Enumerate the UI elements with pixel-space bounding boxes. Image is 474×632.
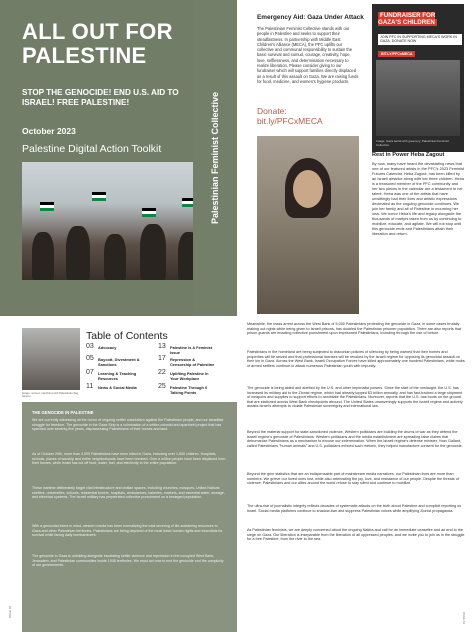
- rest-in-power-heading: Rest in Power Heba Zagout: [372, 152, 445, 158]
- emergency-heading: Emergency Aid: Gaza Under Attack: [257, 14, 364, 21]
- vertical-title-strip: [193, 0, 237, 316]
- body-paragraph: Beyond the grim statistics that are an indispensable part of mainstream media narratives, our Palestinian lives are more than numbers. We grieve our loved ones lost, while also celebrating the joy, love, and resistance of our people. Despite the threats of violence, Palestinians and our allies around the world refuse to stay silent and continue to mobilize.: [247, 472, 459, 486]
- toc-item-label: Palestine is A Feminist Issue: [170, 345, 213, 355]
- cover-title: ALL OUT FOR PALESTINE: [22, 19, 173, 68]
- rest-in-power-body: By now, many have heard the devastating news that one of our featured artists in the PFC's 2023 Feminist Futures Calendar, Heba Zagout, has been killed by an Israeli airstrike along with her three children. Heba is a treasured member of the PFC community and her two pieces in the calendar are a testament to her talent. Heba was one of the artists that have unwittingly had their lives and artistic expressions decimated as the ongoing genocide continues. We join her family and all of Palestine in mourning her loss. We honor Heba's life and legacy alongside the thousands of martyrs taken from us by continuing to mobilize, educate, and agitate. We will not stop until this genocide ends and Palestinians attain their liberation and return.: [372, 161, 465, 236]
- toc-item-label: News & Social Media: [98, 385, 137, 390]
- protester-figure: [104, 234, 126, 280]
- body-paragraph: Meanwhile, the mass arrest across the West Bank of 5,000 Palestinians protesting the genocide in Gaza, in some cases brutally making out rights while being given to Israeli prisons, has doubled the Palestinian prisoner population. There are also reports that prison guards are enacting collective punishment upon imprisoned Palestinians, including through the use of torture.: [247, 322, 462, 336]
- page-number: PAGE 03: [461, 611, 466, 625]
- body-paragraph: The ultra-rise of journalistic integrity reflects decades of systematic attacks on the truth about Palestine and complicit reporting on Israel. Social media platforms continue to shadow-ban and suppress Palestinian voices while amplifying Zionist propaganda.: [247, 504, 462, 513]
- body-paragraph: The genocide is being aided and abetted by the U.S. and other imperialist powers. Since the start of the onslaught, the U.S. has increased its military aid to the Zionist regime, which had already topped $3 billion annually, and has fast-tracked a large shipment of weapons and supplies to support efforts to annihilate the Palestinians. Moreover, reports that the U.S. has boots on the ground that are stationed across West Bank checkpoints abound. The United States unwaveringly supports the Israeli regime and actively assists Israel's attempts to violate Palestinian sovereignty and international law.: [247, 386, 463, 409]
- continued-text-page: [237, 316, 474, 632]
- portrait-face: [293, 170, 323, 208]
- fundraiser-link[interactable]: BIT.LY/PFCxMECA: [378, 51, 415, 57]
- donate-label: Donate:: [257, 106, 287, 116]
- palestine-flag-icon: [40, 202, 54, 211]
- genocide-paragraph: We are currently witnessing all the horror of ongoing settler colonialism against the Palestinian people, and our steadfast struggle for freedom. The genocide in the Gaza Strip is a culmination of a settler-colonial and apartheid project that has spanned over seventy-five years, dispossessing Palestinians of their homes and land.: [32, 418, 224, 431]
- donate-block: [257, 106, 323, 126]
- body-paragraph: As Palestinian feminists, we are deeply concerned about the ongoing Nakba and call for an immediate ceasefire and an end to the siege on Gaza. Our liberation is inseparable from the liberation of all oppressed peoples, and we invite you to join us in the struggle for a free Palestine, from the river to the sea.: [247, 528, 465, 542]
- donate-link[interactable]: bit.ly/PFCxMECA: [257, 116, 323, 126]
- toc-heading: Table of Contents: [86, 330, 168, 342]
- toc-item-label: Uplifting Palestine In Your Workplace: [170, 371, 209, 381]
- cover-slogan: STOP THE GENOCIDE! END U.S. AID TO ISRAEL! FREE PALESTINE!: [22, 88, 179, 107]
- cover-date: October 2023: [22, 126, 76, 136]
- toc-item-label: Learning & Teaching Resources: [98, 371, 137, 381]
- gaza-photo: [376, 60, 460, 136]
- toc-item-label: Boycott, Divestment & Sanctions: [98, 357, 140, 367]
- cover-toolkit-title: Palestine Digital Action Toolkit: [22, 143, 162, 155]
- body-paragraph: Palestinians in the homeland are being subjected to draconian policies of silencing by being warned that their homes and properties will be seized and that professional licenses will be revoked by the Israeli regime for opposing its genocidal assault on their kin in Gaza. Across the West Bank, Israeli Occupation Forces have killed approximately one hundred Palestinians, while mobs of armed settlers continue to attack numerous Palestinian youth with impunity.: [247, 350, 465, 368]
- body-paragraph: Beyond the material support for state-sanctioned violence, Western politicians are building the drums of war as they defend the Israeli regime's genocide of Palestinians. Western politicians and the media establishment are spreading false claims that dehumanize Palestinians as a mechanism to excuse our extermination. When the Israeli regime's defense minister, Yoav Gallant, called Palestinians "human animals" and U.S. politicians echoed such rhetoric, they helped manufacture consent for the genocide.: [247, 430, 463, 448]
- vertical-title: Palestinian Feminist Collective: [210, 91, 220, 225]
- emergency-aid-page: [237, 0, 474, 316]
- emergency-body: The Palestinian Feminist Collective stands with our people in Palestine and seeks to support their steadfastness. In partnership with Middle East Children's Alliance (MECA), the PFC uplifts our collective and communal responsibility to sustain the basic survival and sumud, courage, creativity, hope, love, selflessness, and determination necessary to realize liberation. Please consider giving to our fundraiser which will support families directly displaced as a result of this assault on Gaza. We are raising funds for food, medicine, and women's hygiene products.: [257, 26, 359, 84]
- toc-item-number: 11: [86, 383, 94, 390]
- toc-item-label: Advocacy: [98, 345, 117, 350]
- genocide-heading: THE GENOCIDE IN PALESTINE: [32, 410, 94, 415]
- palestine-flag-icon: [92, 192, 106, 201]
- toc-item-number: 07: [86, 369, 94, 376]
- fundraiser-title: FUNDRAISER FOR GAZA'S CHILDREN: [378, 12, 436, 26]
- protester-figure: [140, 224, 166, 280]
- genocide-paragraph: These wartime deliberately target vital infrastructure and civilian spaces, including churches, mosques, United Nations shelters, universities, schools, residential towers, hospitals, ambulances, bakeries, markets, and essential water, sewage, and electrical systems. The Israeli military has perpetrated collective punishment on a besieged population.: [32, 486, 225, 499]
- heba-zagout-portrait: [257, 136, 359, 314]
- toc-item-number: 05: [86, 355, 94, 362]
- toc-item-number: 13: [158, 343, 166, 350]
- toc-item-label: Repression & Censorship of Palestine: [170, 357, 215, 367]
- fundraiser-poster: [372, 4, 464, 152]
- fundraiser-subtitle: JOIN PFC IN SUPPORTING MECA'S WORK IN GAZA. DONATE NOW: [378, 34, 462, 45]
- genocide-paragraph: The genocide in Gaza is unfolding alongside escalating settler violence and repression in the occupied West Bank, Jerusalem, and Palestinian communities inside 1948 territories. We must act now to end the genocide and the complicity of our governments.: [32, 554, 224, 567]
- toc-item-number: 17: [158, 355, 166, 362]
- table-of-contents-page: [0, 316, 237, 632]
- toc-item-label: Palestine Through 6 Talking Points: [170, 385, 208, 395]
- genocide-paragraph: As of October 20th, more than 4,000 Palestinians have been killed in Gaza, including over 1,500 children. Hospitals, schools, places of worship and entire neighborhoods have been bombed. Over a million people have been displaced from their homes, while Israel has cut off food, water, fuel, and electricity to the entire population.: [32, 452, 226, 465]
- march-photo: [22, 328, 80, 390]
- genocide-section: [22, 402, 237, 632]
- toc-item-number: 03: [86, 343, 94, 350]
- page-number: PAGE 02: [8, 605, 13, 619]
- protester-figure: [32, 232, 54, 280]
- toc-item-number: 22: [158, 369, 166, 376]
- protester-figure: [66, 226, 90, 280]
- fundraiser-caption: Image: Gaza aerial with greenery; Palestinian Feminist Collective: [376, 139, 449, 147]
- genocide-paragraph: With a genocidal intent in mind, western media has been normalizing the total severing of life-sustaining resources to Gaza and other Palestinian territories. Palestinians are being deprived of the most basic human rights and essentials for survival while facing daily bombardment.: [32, 524, 223, 537]
- march-photo-caption: Image: women marching with Palestinian flag banner: [22, 391, 79, 399]
- toc-item-number: 25: [158, 383, 166, 390]
- palestine-flag-icon: [142, 208, 156, 217]
